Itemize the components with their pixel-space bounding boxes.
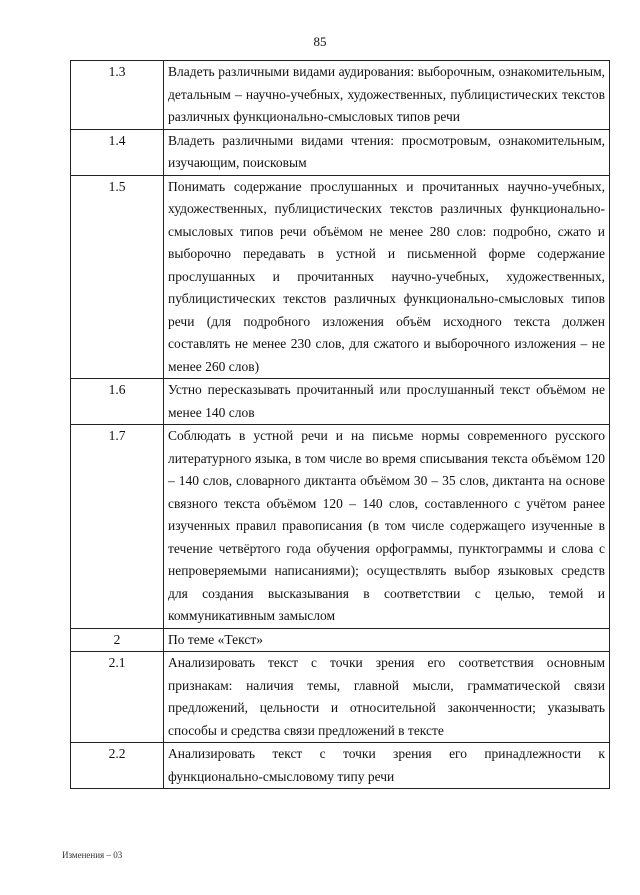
table-row: [71, 425, 610, 629]
row-text: Понимать содержание прослушанных и прочитанных научно-учебных, художественных, публицистических текстов различных функционально-смысловых типов речи объёмом не менее 280 слов: подробно, сжато и выборочно передавать в устной и письменной форме содержание прослушанных и прочитанных научно-учебных, художественных, публицистических текстов различных функционально-смысловых типов речи (для подробного изложения объём исходного текста должен составлять не менее 230 слов, для сжатого и выборочного изложения – не менее 260 слов): [164, 175, 610, 379]
row-number: 2.1: [71, 652, 164, 743]
table-row: [71, 379, 610, 425]
row-number: 2.2: [71, 743, 164, 789]
row-text: Владеть различными видами аудирования: выборочным, ознакомительным, детальным – научно-учебных, художественных, публицистических текстов различных функционально-смысловых типов речи: [164, 61, 610, 130]
row-text: Владеть различными видами чтения: просмотровым, ознакомительным, изучающим, поисковым: [164, 129, 610, 175]
table-row: [71, 129, 610, 175]
section-heading: По теме «Текст»: [164, 628, 610, 652]
page-number: 85: [313, 34, 327, 49]
row-number: 1.7: [71, 425, 164, 629]
table-row: [71, 743, 610, 789]
row-text: Анализировать текст с точки зрения его принадлежности к функционально-смысловому типу речи: [164, 743, 610, 789]
row-number: 1.5: [71, 175, 164, 379]
table-row: [71, 652, 610, 743]
row-number: 2: [71, 628, 164, 652]
requirements-table: [70, 60, 610, 789]
revision-footer: Изменения – 03: [62, 850, 123, 860]
row-number: 1.3: [71, 61, 164, 130]
table-row: [71, 175, 610, 379]
row-text: Соблюдать в устной речи и на письме нормы современного русского литературного языка, в том числе во время списывания текста объёмом 120 – 140 слов, словарного диктанта объёмом 30 – 35 слов, диктанта на основе связного текста объёмом 120 – 140 слов, составленного с учётом ранее изученных правил правописания (в том числе содержащего изученные в течение четвёртого года обучения орфограммы, пунктограммы и слова с непроверяемыми написаниями); осуществлять выбор языковых средств для создания высказывания в соответствии с целью, темой и коммуникативным замыслом: [164, 425, 610, 629]
row-text: Анализировать текст с точки зрения его соответствия основным признакам: наличия темы, главной мысли, грамматической связи предложений, цельности и относительной законченности; указывать способы и средства связи предложений в тексте: [164, 652, 610, 743]
row-text: Устно пересказывать прочитанный или прослушанный текст объёмом не менее 140 слов: [164, 379, 610, 425]
table-row: [71, 61, 610, 130]
table-row-section: [71, 628, 610, 652]
row-number: 1.4: [71, 129, 164, 175]
row-number: 1.6: [71, 379, 164, 425]
